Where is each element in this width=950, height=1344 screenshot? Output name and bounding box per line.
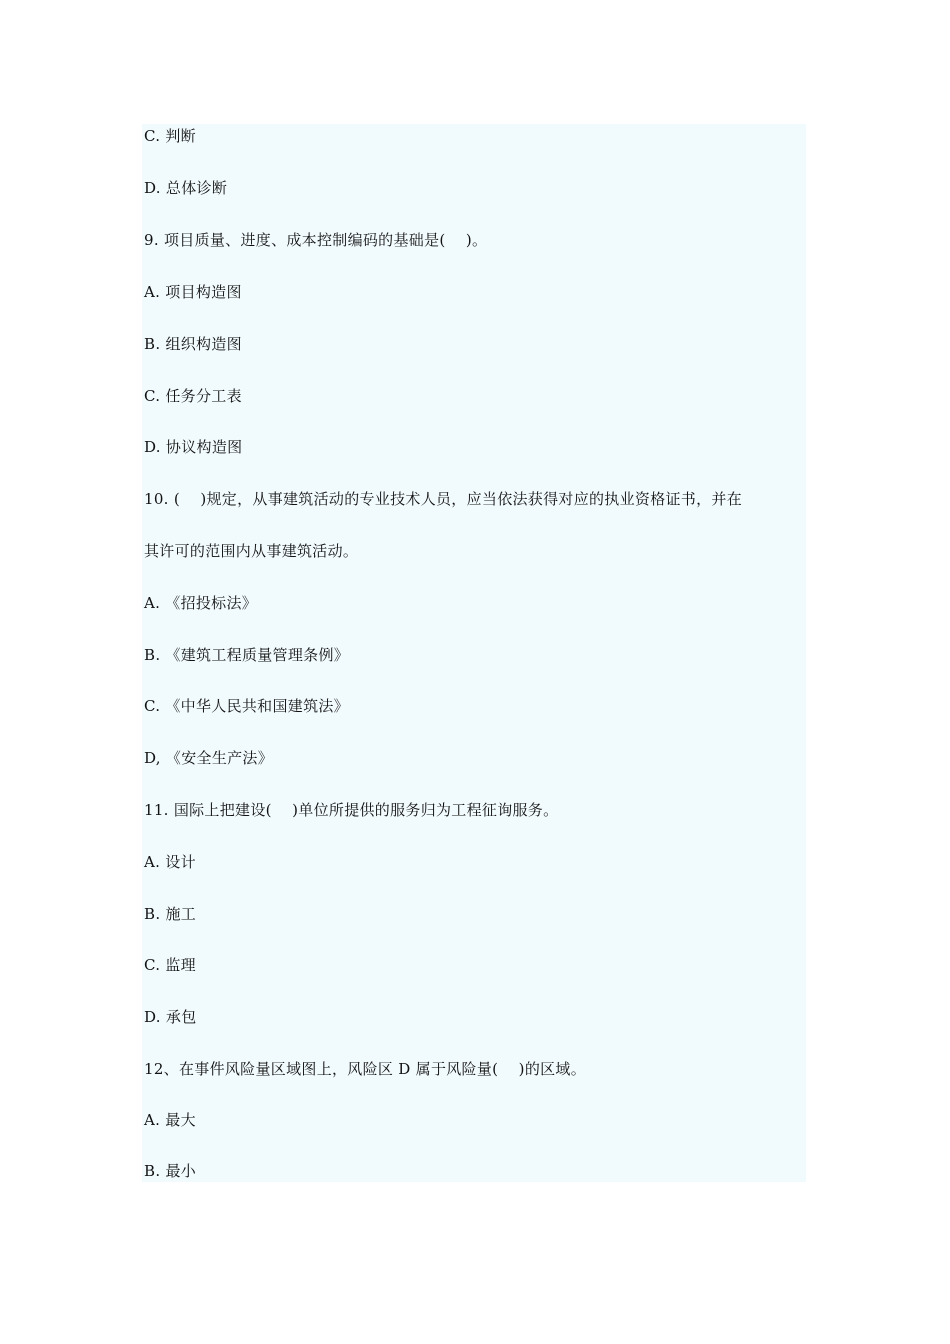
question-9-option-d: D. 协议构造图	[144, 438, 243, 456]
question-12: 12、在事件风险量区域图上，风险区 D 属于风险量( )的区域。	[144, 1060, 587, 1078]
question-12-option-b: B. 最小	[144, 1162, 197, 1180]
question-10-option-a: A. 《招投标法》	[144, 594, 258, 612]
option-c-judgment: C. 判断	[144, 127, 196, 145]
question-10-option-b: B. 《建筑工程质量管理条例》	[144, 646, 350, 664]
question-10-option-c: C. 《中华人民共和国建筑法》	[144, 697, 349, 715]
question-9-option-c: C. 任务分工表	[144, 387, 242, 405]
question-11: 11. 国际上把建设( )单位所提供的服务归为工程征询服务。	[144, 801, 559, 819]
question-11-option-c: C. 监理	[144, 956, 196, 974]
question-10-option-d: D, 《安全生产法》	[144, 749, 274, 767]
question-9: 9. 项目质量、进度、成本控制编码的基础是( )。	[144, 231, 488, 249]
question-11-option-b: B. 施工	[144, 905, 197, 923]
question-12-option-a: A. 最大	[144, 1111, 196, 1129]
option-d-overall-diagnosis: D. 总体诊断	[144, 179, 228, 197]
question-10-line-2: 其许可的范围内从事建筑活动。	[144, 542, 359, 560]
question-9-option-a: A. 项目构造图	[144, 283, 242, 301]
question-11-option-d: D. 承包	[144, 1008, 197, 1026]
question-9-option-b: B. 组织构造图	[144, 335, 242, 353]
question-10-line-1: 10. ( )规定，从事建筑活动的专业技术人员，应当依法获得对应的执业资格证书，并在	[144, 490, 742, 508]
question-11-option-a: A. 设计	[144, 853, 196, 871]
